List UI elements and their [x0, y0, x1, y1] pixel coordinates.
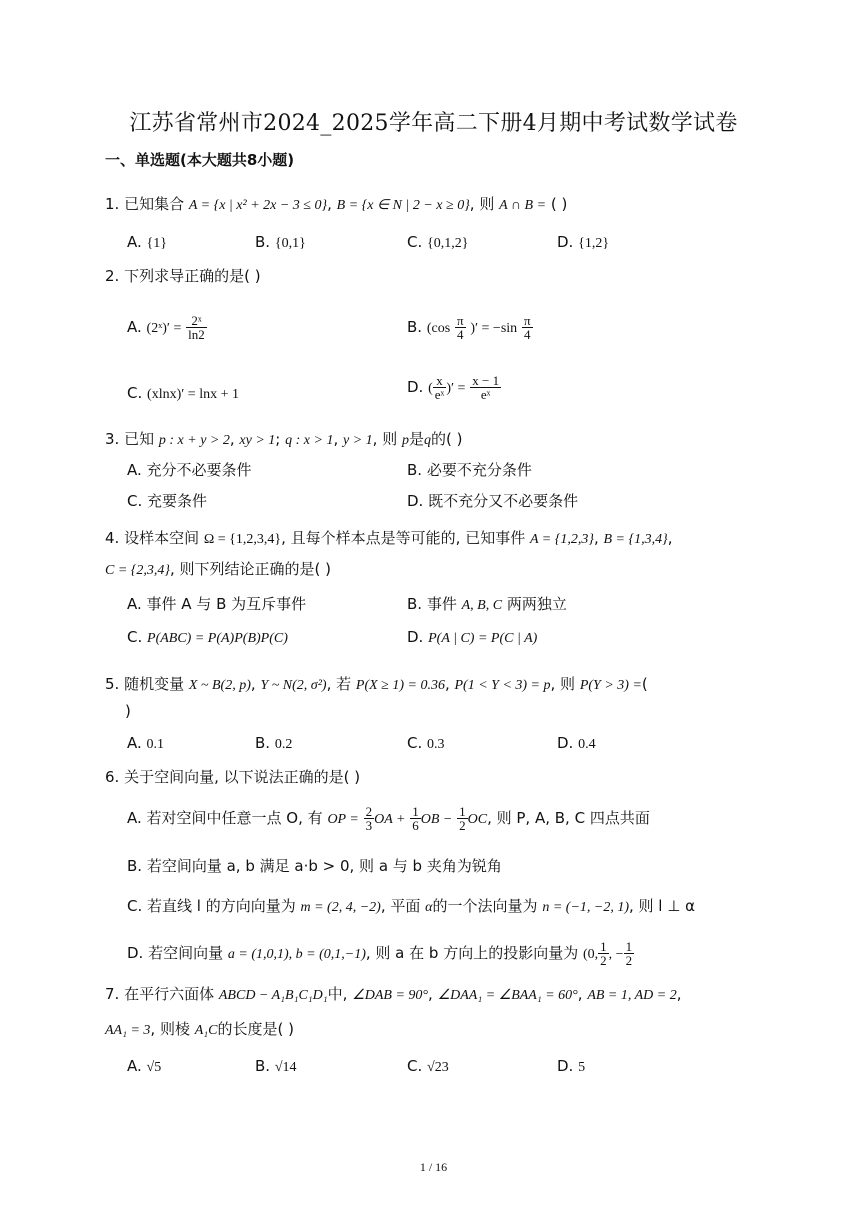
q6-option-a: A. 若对空间中任意一点 O, 有 OP = $\frac{2}{3}$ OA + $\frac{1}{6}$ OB − $\frac{1}{2}$ OC, 则 P, A, B, C 四点共面 — [127, 804, 650, 833]
q4-option-d: D. P(A | C) = P(C | A) — [407, 628, 538, 646]
question-7: 7. 在平行六面体 ABCD − A₁B₁C₁D₁中, ∠DAB = 90°, ∠DAA₁ = ∠BAA₁ = 60°, AB = 1, AD = 2, — [105, 985, 682, 1003]
q7-option-b: B. √14 — [255, 1057, 297, 1075]
q7-option-a: A. √5 — [127, 1057, 162, 1075]
question-6: 6. 关于空间向量, 以下说法正确的是( ) — [105, 768, 361, 786]
page-number: 1 / 16 — [419, 1160, 448, 1174]
page-title: 江苏省常州市2024_2025学年高二下册4月期中考试数学试卷 — [129, 111, 738, 136]
q2-option-c: C. (xlnx)′ = lnx + 1 — [127, 384, 239, 402]
q6-option-b: B. 若空间向量 a, b 满足 a·b > 0, 则 a 与 b 夹角为锐角 — [127, 857, 502, 875]
question-7-line2: AA₁ = 3, 则棱 A₁C的长度是( ) — [105, 1020, 294, 1038]
section-heading: 一、单选题(本大题共8小题) — [105, 151, 295, 169]
q6-option-d: D. 若空间向量 a = (1,0,1), b = (0,1,−1), 则 a 在 b 方向上的投影向量为 (0, $\frac{1}{2}$ , − $\frac{1}{2}$ — [127, 939, 633, 968]
q5-option-d: D. 0.4 — [557, 734, 596, 752]
q2-option-a: A. (2ˣ)′ = $\frac{\text{2ˣ}}{\ln 2}$ — [127, 313, 205, 342]
q4-option-c: C. P(ABC) = P(A)P(B)P(C) — [127, 628, 288, 646]
q3-option-a: A. 充分不必要条件 — [127, 461, 252, 479]
q1-expr: A ∩ B = — [499, 198, 547, 213]
question-4: 4. 设样本空间 Ω = {1,2,3,4}, 且每个样本点是等可能的, 已知事件 A = {1,2,3}, B = {1,3,4}, — [105, 529, 673, 547]
q5-option-c: C. 0.3 — [407, 734, 445, 752]
q1-option-d: D. {1,2} — [557, 233, 610, 251]
q1-set-b: B = {x ∈ N | 2 − x ≥ 0} — [336, 198, 470, 213]
question-2: 2. 下列求导正确的是( ) — [105, 267, 261, 285]
q1-comma: , — [327, 195, 332, 213]
q5-close-paren: ) — [125, 702, 131, 720]
q2-option-d: D. ( $\frac{x}{\text{eˣ}}$ )′ = $\frac{x - 1}{\text{eˣ}}$ — [407, 373, 500, 402]
q1-set-a: A = {x | x² + 2x − 3 ≤ 0} — [188, 198, 328, 213]
question-4-line2: C = {2,3,4}, 则下列结论正确的是( ) — [105, 560, 331, 578]
question-5: 5. 随机变量 X ~ B(2, p), Y ~ N(2, σ²), 若 P(X ≥ 1) = 0.36, P(1 < Y < 3) = p, 则 P(Y > 3) =( — [105, 675, 648, 693]
question-1 — [105, 193, 567, 214]
q1-ask: , 则 — [469, 195, 495, 213]
q6-option-c: C. 若直线 l 的方向向量为 m = (2, 4, −2), 平面 α的一个法向量为 n = (−1, −2, 1), 则 l ⊥ α — [127, 897, 695, 915]
q3-option-b: B. 必要不充分条件 — [407, 461, 532, 479]
q1-answer-paren: ( ) — [550, 195, 568, 213]
q1-option-a: A. {1} — [127, 233, 167, 251]
q4-option-a: A. 事件 A 与 B 为互斥事件 — [127, 595, 307, 613]
q1-stem: 1. 已知集合 — [105, 195, 185, 213]
q3-option-d: D. 既不充分又不必要条件 — [407, 492, 579, 510]
q4-option-b: B. 事件 A, B, C 两两独立 — [407, 595, 567, 613]
q1-option-b: B. {0,1} — [255, 233, 306, 251]
q5-option-b: B. 0.2 — [255, 734, 293, 752]
q7-option-d: D. 5 — [557, 1057, 586, 1075]
question-3: 3. 已知 p : x + y > 2, xy > 1; q : x > 1, y > 1, 则 p是q的( ) — [105, 430, 463, 448]
q1-option-c: C. {0,1,2} — [407, 233, 469, 251]
q5-option-a: A. 0.1 — [127, 734, 165, 752]
q3-option-c: C. 充要条件 — [127, 492, 208, 510]
q7-option-c: C. √23 — [407, 1057, 449, 1075]
q2-option-b: B. (cos $\frac{\pi}{4}$ )′ = −sin $\frac{\pi}{4}$ — [407, 313, 531, 342]
